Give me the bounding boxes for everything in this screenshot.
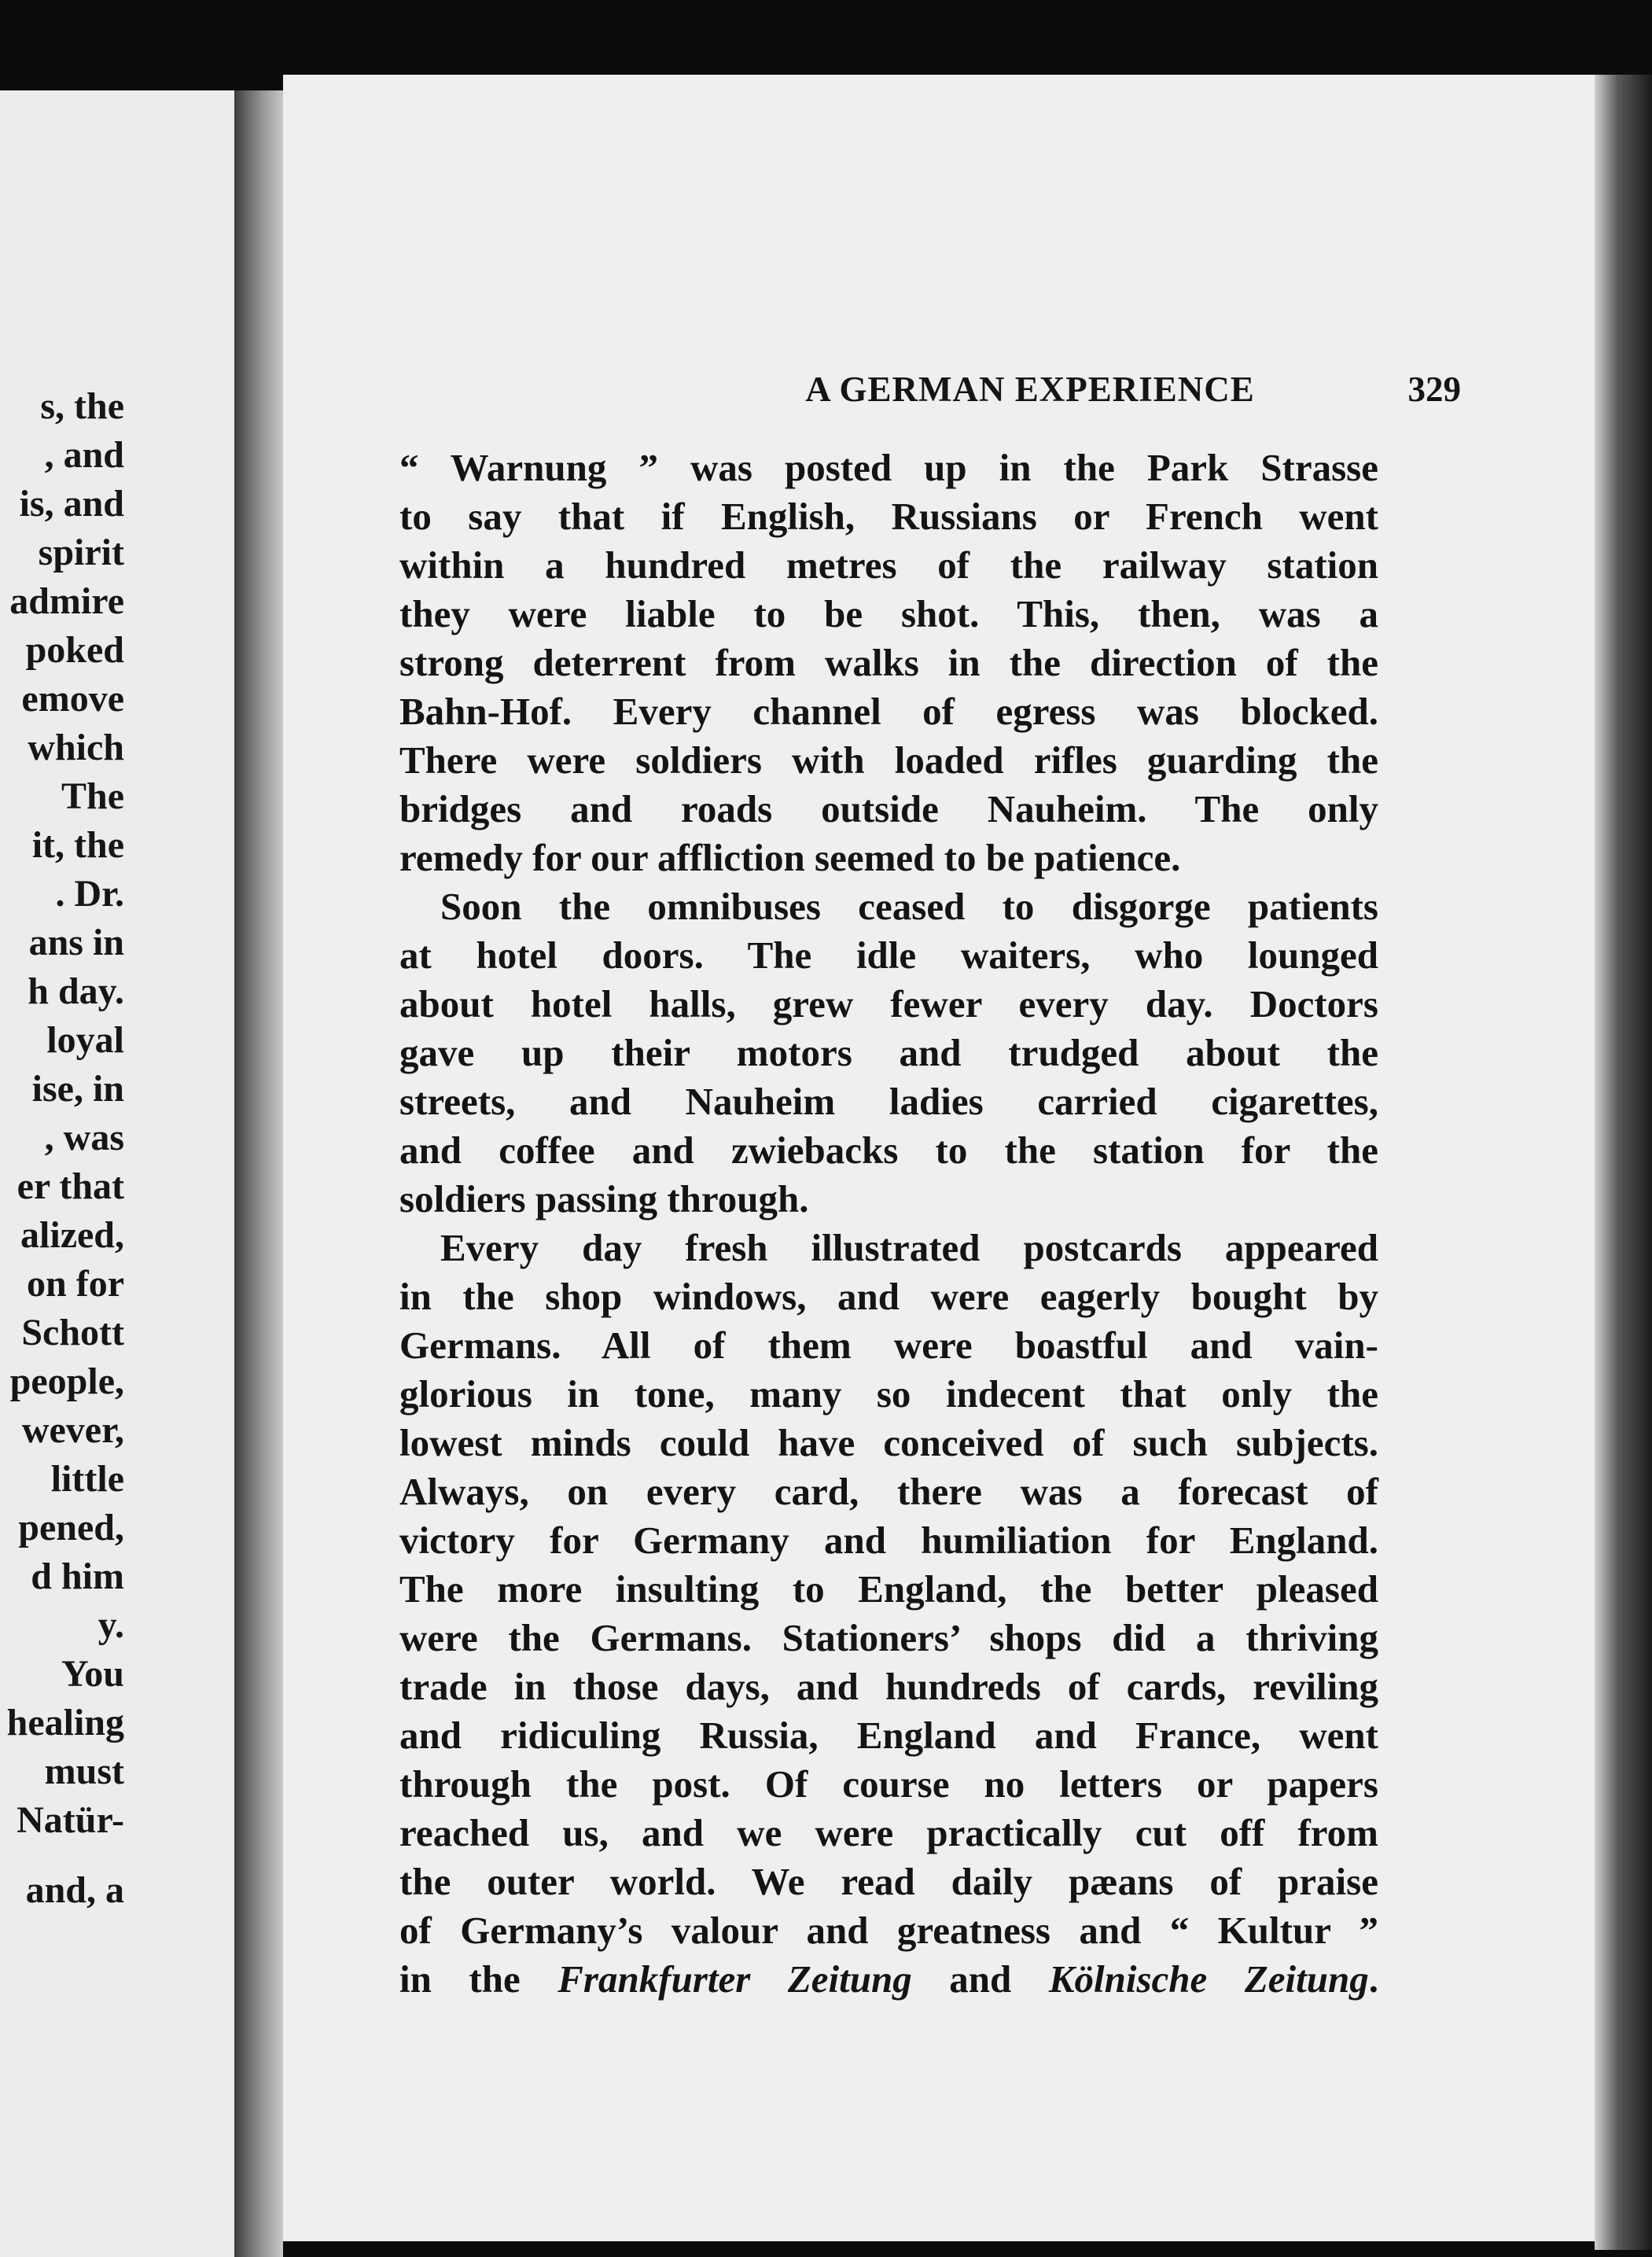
left-line: loyal	[46, 1019, 124, 1061]
text-line: Always, on every card, there was a forecast of	[399, 1470, 1378, 1513]
left-line: on for	[27, 1263, 124, 1305]
left-line: admire	[9, 580, 124, 622]
text-line: Soon the omnibuses ceased to disgorge patients	[440, 885, 1378, 928]
left-line: wever,	[21, 1409, 124, 1451]
running-head: A GERMAN EXPERIENCE	[805, 370, 1255, 409]
text-line: of Germany’s valour and greatness and “ Kultur ”	[399, 1909, 1378, 1952]
left-line: it, the	[31, 824, 124, 866]
left-line: people,	[9, 1360, 124, 1402]
left-line: y.	[98, 1604, 124, 1646]
text-line: streets, and Nauheim ladies carried cigarettes,	[399, 1080, 1378, 1123]
text-line: “ Warnung ” was posted up in the Park Strasse	[399, 446, 1378, 489]
left-line: ans in	[28, 922, 124, 963]
text-line: The more insulting to England, the better pleased	[399, 1567, 1378, 1611]
text-line: they were liable to be shot. This, then, was a	[399, 592, 1378, 635]
left-line: The	[61, 775, 124, 817]
left-line: . Dr.	[55, 873, 124, 915]
left-line: , and	[44, 434, 124, 476]
left-line: alized,	[20, 1214, 124, 1256]
text-line: trade in those days, and hundreds of cards, reviling	[399, 1665, 1378, 1708]
book-gutter	[234, 90, 283, 2257]
text-line: and coffee and zwiebacks to the station for the	[399, 1128, 1378, 1172]
left-page	[0, 90, 234, 2257]
text-line: gave up their motors and trudged about the	[399, 1031, 1378, 1074]
text-fragment: and	[911, 1957, 1049, 2001]
italic-title: Kölnische Zeitung	[1048, 1957, 1369, 2001]
text-line: about hotel halls, grew fewer every day. Doctors	[399, 982, 1378, 1025]
text-line: bridges and roads outside Nauheim. The only	[399, 787, 1378, 830]
page-edge	[1595, 75, 1652, 2250]
right-page	[283, 75, 1595, 2241]
text-line: Bahn-Hof. Every channel of egress was blocked.	[399, 690, 1378, 733]
left-line: which	[28, 727, 124, 768]
text-line: were the Germans. Stationers’ shops did a thriving	[399, 1616, 1378, 1659]
left-line: Schott	[21, 1312, 124, 1353]
text-line: Every day fresh illustrated postcards appeared	[440, 1226, 1378, 1269]
text-line: through the post. Of course no letters or papers	[399, 1762, 1378, 1806]
text-line: at hotel doors. The idle waiters, who lounged	[399, 933, 1378, 977]
text-line: strong deterrent from walks in the direction of the	[399, 641, 1378, 684]
left-line: and, a	[25, 1869, 124, 1911]
left-line: little	[50, 1458, 124, 1500]
left-line: Natür-	[17, 1799, 124, 1841]
text-fragment: in the	[399, 1957, 558, 2001]
text-line: glorious in tone, many so indecent that only the	[399, 1372, 1378, 1416]
left-line: emove	[21, 678, 124, 720]
left-line: , was	[44, 1117, 124, 1158]
left-line: spirit	[38, 532, 124, 573]
left-line: pened,	[18, 1507, 124, 1548]
text-line: reached us, and we were practically cut off from	[399, 1811, 1378, 1854]
page-number: 329	[1407, 370, 1461, 409]
left-line: poked	[25, 629, 124, 671]
text-line: victory for Germany and humiliation for England.	[399, 1519, 1378, 1562]
text-line: soldiers passing through.	[399, 1177, 809, 1221]
text-line: to say that if English, Russians or French went	[399, 495, 1378, 538]
text-line: and ridiculing Russia, England and France, went	[399, 1714, 1378, 1757]
text-line: remedy for our affliction seemed to be patience.	[399, 836, 1181, 879]
left-line: h day.	[28, 970, 124, 1012]
text-line: Germans. All of them were boastful and vain-	[399, 1324, 1378, 1367]
left-line: is, and	[19, 483, 124, 525]
left-line: er that	[17, 1165, 124, 1207]
text-line: lowest minds could have conceived of such subjects.	[399, 1421, 1378, 1464]
text-line: within a hundred metres of the railway station	[399, 543, 1378, 587]
text-fragment: .	[1368, 1957, 1378, 2001]
left-line: ise, in	[31, 1068, 124, 1110]
italic-title: Frankfurter Zeitung	[557, 1957, 912, 2001]
text-line: the outer world. We read daily pæans of praise	[399, 1860, 1378, 1903]
text-line: There were soldiers with loaded rifles guarding the	[399, 738, 1378, 782]
left-line: You	[61, 1653, 124, 1695]
left-line: must	[44, 1751, 124, 1792]
left-line: healing	[6, 1702, 124, 1743]
left-line: s, the	[40, 385, 124, 427]
text-line: in the shop windows, and were eagerly bought by	[399, 1275, 1378, 1318]
text-line-final	[399, 1956, 1378, 2003]
page-header	[283, 369, 1595, 416]
left-line: d him	[31, 1556, 124, 1597]
